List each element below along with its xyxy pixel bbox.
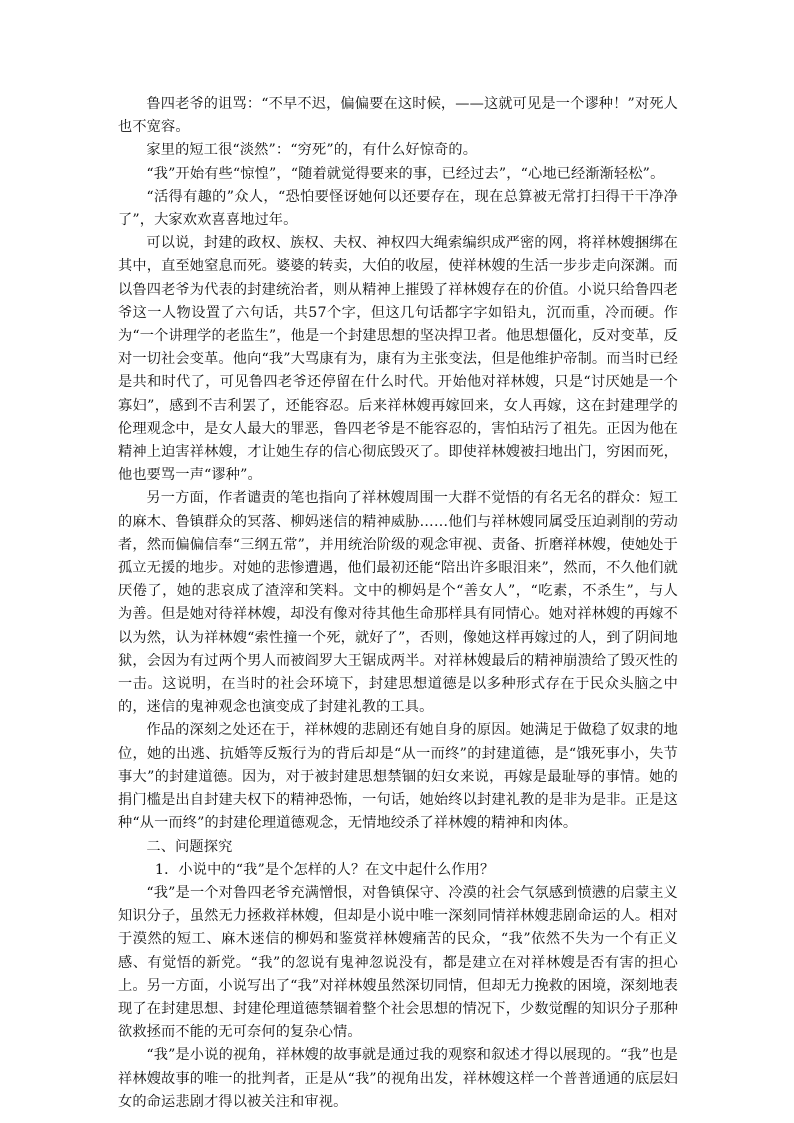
answer-paragraph: “我”是小说的视角，祥林嫂的故事就是通过我的观察和叙述才得以展现的。“我”也是祥林嫂故事的唯一的批判者，正是从“我”的视角出发，祥林嫂这样一个普普通通的底层妇女的命运悲剧才得以被关注和审视。 <box>118 1047 678 1110</box>
paragraph: 另一方面，作者谴责的笔也指向了祥林嫂周围一大群不觉悟的有名无名的群众：短工的麻木、鲁镇群众的冥落、柳妈迷信的精神威胁……他们与祥林嫂同属受压迫剥削的劳动者，然而偏偏信奉“三纲五常”，并用统治阶级的观念审视、责备、折磨祥林嫂，使她处于孤立无援的地步。对她的悲惨遭遇，他们最初还能“陪出许多眼泪来”，然而，不久他们就厌倦了，她的悲哀成了渣滓和笑料。文中的柳妈是个“善女人”，“吃素，不杀生”，与人为善。但是她对待祥林嫂，却没有像对待其他生命那样具有同情心。她对祥林嫂的再嫁不以为然，认为祥林嫂“索性撞一个死，就好了”，否则，像她这样再嫁过的人，到了阴间地狱，会因为有过两个男人而被阎罗大王锯成两半。对祥林嫂最后的精神崩溃给了毁灭性的一击。这说明，在当时的社会环境下，封建思想道德是以多种形式存在于民众头脑之中的，迷信的鬼神观念也演变成了封建礼教的工具。 <box>118 490 678 716</box>
paragraph: 鲁四老爷的诅骂：“不早不迟，偏偏要在这时候，——这就可见是一个谬种！”对死人也不宽容。 <box>118 96 678 136</box>
paragraph: 可以说，封建的政权、族权、夫权、神权四大绳索编织成严密的网，将祥林嫂捆绑在其中，直至她窒息而死。婆婆的转卖，大伯的收屋，使祥林嫂的生活一步步走向深渊。而以鲁四老爷为代表的封建统治者，则从精神上摧毁了祥林嫂存在的价值。小说只给鲁四老爷这一人物设置了六句话，共57个字，但这几句话都字字如铅丸，沉而重，冷而硬。作为“一个讲理学的老监生”，他是一个封建思想的坚决捍卫者。他思想僵化，反对变革，反对一切社会变革。他向“我”大骂康有为，康有为主张变法，但是他维护帝制。而当时已经是共和时代了，可见鲁四老爷还停留在什么时代。开始他对祥林嫂，只是“讨厌她是一个寡妇”，感到不吉利罢了，还能容忍。后来祥林嫂再嫁回来，女人再嫁，这在封建理学的伦理观念中，是女人最大的罪恶，鲁四老爷是不能容忍的，害怕玷污了祖先。正因为他在精神上迫害祥林嫂，才让她生存的信心彻底毁灭了。即使祥林嫂被扫地出门，穷困而死，他也要骂一声“谬种”。 <box>118 235 678 484</box>
question-heading: 1．小说中的“我”是个怎样的人？在文中起什么作用？ <box>154 861 495 878</box>
section-heading: 二、问题探究 <box>146 838 233 855</box>
paragraph: 作品的深刻之处还在于，祥林嫂的悲剧还有她自身的原因。她满足于做稳了奴隶的地位，她的出逃、抗婚等反叛行为的背后却是“从一而终”的封建道德，是“饿死事小，失节事大”的封建道德。因为，对于被封建思想禁锢的妇女来说，再嫁是最耻辱的事情。她的捐门槛是出自封建夫权下的精神恐怖，一句话，她始终以封建礼教的是非为是非。正是这种“从一而终”的封建伦理道德观念，无情地绞杀了祥林嫂的精神和肉体。 <box>118 722 678 832</box>
paragraph: “我”开始有些“惊惶”，“随着就觉得要来的事，已经过去”，“心地已经渐渐轻松”。 <box>146 165 665 182</box>
document-body <box>118 93 678 1114</box>
paragraph: 家里的短工很“淡然”：“穷死”的，有什么好惊奇的。 <box>146 142 478 159</box>
paragraph: “活得有趣的”众人，“恐怕要怪讶她何以还要存在，现在总算被无常打扫得干干净净了”，大家欢欢喜喜地过年。 <box>118 188 678 229</box>
answer-paragraph: “我”是一个对鲁四老爷充满憎恨，对鲁镇保守、冷漠的社会气氛感到愤懑的启蒙主义知识分子，虽然无力拯救祥林嫂，但却是小说中唯一深刻同情祥林嫂悲剧命运的人。相对于漠然的短工、麻木迷信的柳妈和鉴赏祥林嫂痛苦的民众，“我”依然不失为一个有正义感、有觉悟的新党。“我”的忽说有鬼神忽说没有，都是建立在对祥林嫂是否有害的担心上。另一方面，小说写出了“我”对祥林嫂虽然深切同情，但却无力挽救的困境，深刻地表现了在封建思想、封建伦理道德禁锢着整个社会思想的情况下，少数觉醒的知识分子那种欲救拯而不能的无可奈何的复杂心情。 <box>118 884 678 1041</box>
